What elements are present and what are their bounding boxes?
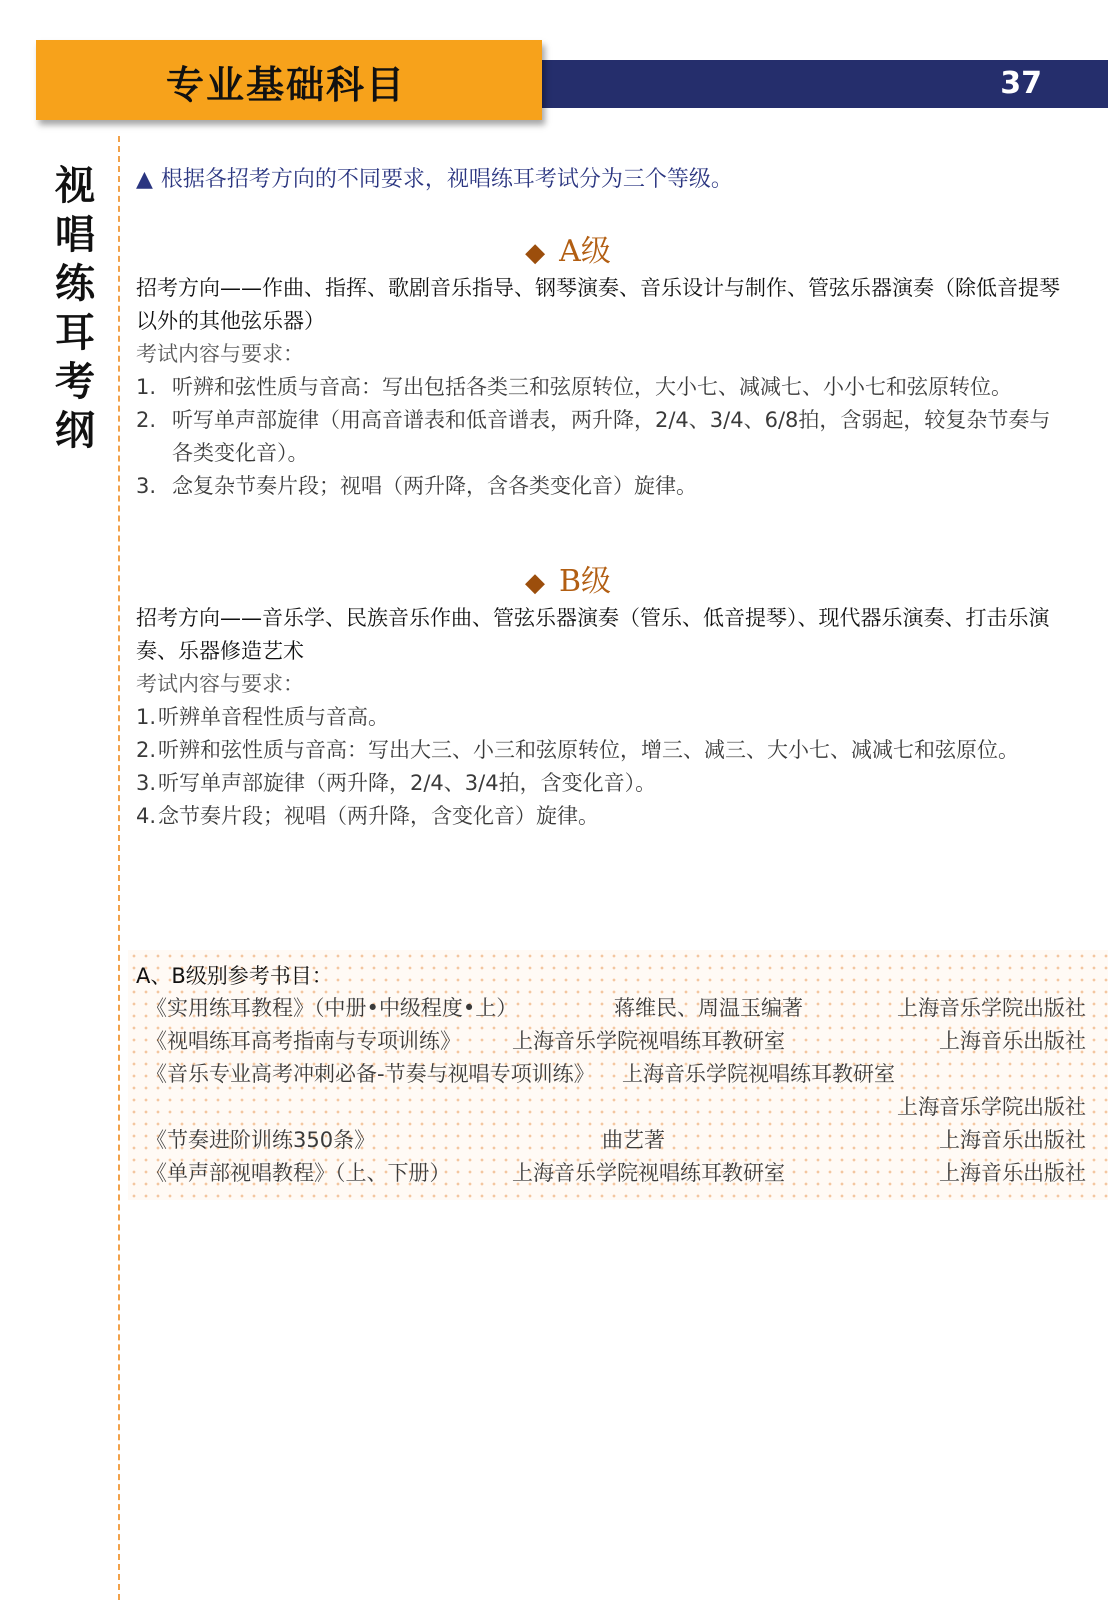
item-number: 3. [136, 771, 157, 795]
side-title-char: 纲 [55, 408, 95, 454]
reference-row [146, 1091, 1086, 1124]
side-title-char: 视 [55, 163, 95, 209]
page-number: 37 [1000, 66, 1042, 101]
header-bar [540, 60, 1108, 108]
item-number: 1. [136, 375, 157, 399]
diamond-icon: ◆ [525, 238, 546, 268]
reference-row [146, 1157, 1086, 1190]
list-item [136, 470, 1066, 503]
list-item [136, 371, 1066, 404]
ref-publisher: 上海音乐出版社 [939, 1029, 1086, 1053]
ref-author: 上海音乐学院视唱练耳教研室 [512, 1029, 785, 1053]
item-text: 听辨单音程性质与音高。 [158, 705, 389, 729]
list-item [136, 404, 1066, 470]
item-text: 念节奏片段；视唱（两升降，含变化音）旋律。 [158, 804, 599, 828]
side-title-char: 练 [55, 261, 95, 307]
section-header [36, 40, 542, 120]
level-a-label: A级 [559, 234, 611, 269]
ref-publisher: 上海音乐出版社 [939, 1128, 1086, 1152]
intro-line [136, 162, 733, 193]
item-number: 3. [136, 474, 157, 498]
item-text: 听辨和弦性质与音高：写出大三、小三和弦原转位，增三、减三、大小七、减减七和弦原位。 [158, 738, 1019, 762]
item-text: 听写单声部旋律（用高音谱表和低音谱表，两升降，2/4、3/4、6/8拍，含弱起，较复杂节奏与各类变化音）。 [172, 408, 1051, 465]
level-a-req-title: 考试内容与要求： [136, 342, 304, 366]
ref-publisher: 上海音乐学院出版社 [897, 996, 1086, 1020]
ref-book: 《节奏进阶训练350条》 [146, 1128, 376, 1152]
ref-publisher: 上海音乐出版社 [939, 1161, 1086, 1185]
triangle-icon: ▲ [136, 167, 153, 192]
item-text: 听辨和弦性质与音高：写出包括各类三和弦原转位，大小七、减减七、小小七和弦原转位。 [172, 375, 1012, 399]
side-title-char: 唱 [55, 212, 95, 258]
list-item [136, 734, 1066, 767]
level-a-heading [0, 226, 1108, 270]
ref-author: 上海音乐学院视唱练耳教研室 [512, 1161, 785, 1185]
level-a-direction: 招考方向——作曲、指挥、歌剧音乐指导、钢琴演奏、音乐设计与制作、管弦乐器演奏（除低音提琴以外的其他弦乐器） [136, 276, 1060, 333]
list-item [136, 701, 1066, 734]
side-title [52, 162, 98, 456]
ref-book: 《音乐专业高考冲刺必备-节奏与视唱专项训练》 [146, 1062, 595, 1086]
reference-row [146, 992, 1086, 1025]
ref-author: 上海音乐学院视唱练耳教研室 [622, 1062, 895, 1086]
intro-text: 根据各招考方向的不同要求，视唱练耳考试分为三个等级。 [160, 167, 733, 192]
item-number: 2. [136, 738, 157, 762]
vertical-divider [118, 136, 120, 1600]
item-number: 2. [136, 408, 157, 432]
item-number: 1. [136, 705, 157, 729]
level-b-heading [0, 556, 1108, 600]
ref-book: 《实用练耳教程》（中册•中级程度•上） [146, 996, 518, 1020]
diamond-icon: ◆ [524, 568, 545, 598]
reference-row [146, 1124, 1086, 1157]
level-b-section [136, 602, 1066, 833]
reference-row [146, 1058, 1086, 1091]
item-text: 念复杂节奏片段；视唱（两升降，含各类变化音）旋律。 [172, 474, 697, 498]
level-a-section [136, 272, 1066, 503]
list-item [136, 767, 1066, 800]
side-title-char: 考 [55, 359, 95, 405]
item-text: 听写单声部旋律（两升降，2/4、3/4拍，含变化音）。 [158, 771, 657, 795]
ref-book: 《单声部视唱教程》（上、下册） [146, 1161, 451, 1185]
ref-author: 曲艺著 [602, 1128, 665, 1152]
item-number: 4. [136, 804, 157, 828]
side-title-char: 耳 [55, 310, 95, 356]
ref-book: 《视唱练耳高考指南与专项训练》 [146, 1029, 461, 1053]
list-item [136, 800, 1066, 833]
reference-title: A、B级别参考书目： [136, 964, 333, 988]
reference-row [146, 1025, 1086, 1058]
ref-author: 蒋维民、周温玉编著 [614, 996, 803, 1020]
level-b-req-title: 考试内容与要求： [136, 672, 304, 696]
ref-publisher: 上海音乐学院出版社 [897, 1095, 1086, 1119]
section-title: 专业基础科目 [166, 63, 407, 107]
reference-box [128, 950, 1108, 1200]
level-b-label: B级 [558, 564, 612, 599]
level-b-direction: 招考方向——音乐学、民族音乐作曲、管弦乐器演奏（管乐、低音提琴）、现代器乐演奏、打击乐演奏、乐器修造艺术 [136, 606, 1050, 663]
